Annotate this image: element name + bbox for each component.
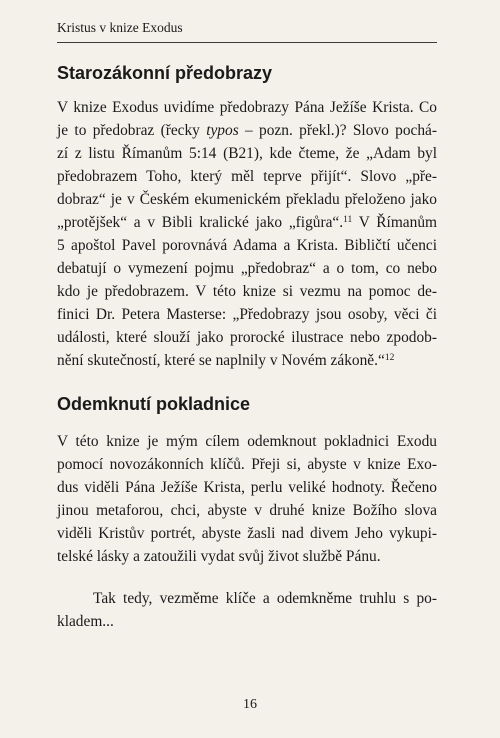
body-line: V této knize je mým cílem odemknout pokladnici Exodu	[57, 433, 437, 450]
closing-line: Tak tedy, vezměme klíče a odemkněme truhlu s po-	[93, 590, 437, 607]
body-line: V knize Exodus uvidíme předobrazy Pána Ježíše Krista. Co	[57, 99, 437, 116]
header-rule	[57, 42, 437, 43]
body-line: telské lásky a zatoužili vydat svůj život službě Pánu.	[57, 548, 381, 565]
body-line: kdo je předobrazem. V této knize si vezmu na pomoc de-	[57, 283, 437, 300]
body-line: finici Dr. Petera Masterse: „Předobrazy jsou osoby, věci či	[57, 306, 437, 323]
page-number: 16	[243, 697, 257, 712]
body-line: nění skutečností, které se naplnily v Novém zákoně.“$^{12}$	[57, 352, 395, 369]
body-line: dus viděli Pána Ježíše Krista, perlu veliké hodnoty. Řečeno	[57, 479, 437, 496]
body-line: zí z listu Římanům 5:14 (B21), kde čteme, že „Adam byl	[57, 145, 437, 162]
section-heading-predobrazy: Starozákonní předobrazy	[57, 63, 273, 83]
body-line: debatují o vymezení pojmu „předobraz“ a o tom, co nebo	[57, 260, 437, 277]
body-line: viděli Kristův portrét, abyste žasli nad divem Jeho vykupi-	[57, 525, 437, 542]
running-head: Kristus v knize Exodus	[57, 20, 183, 35]
body-line: 5 apoštol Pavel porovnává Adama a Krista. Bibličtí učenci	[57, 237, 437, 254]
body-line: jinou metaforou, chci, abyste v druhé knize Božího slova	[57, 502, 437, 519]
body-line: události, které slouží jako prorocké ilustrace nebo zpodob-	[57, 329, 437, 346]
body-line: „protějšek“ a v Bibli kralické jako „figůra“.$^{11}$ V Římanům	[57, 214, 437, 231]
section-heading-pokladnice: Odemknutí pokladnice	[57, 394, 251, 414]
body-line: pomocí novozákonních klíčů. Přeji si, abyste v knize Exo-	[57, 456, 437, 473]
greek-term: typos	[206, 122, 239, 139]
footnote-marker: 12	[384, 353, 395, 363]
body-line: dobraz“ je v Českém ekumenickém překladu přeloženo jako	[57, 191, 437, 208]
body-line: je to předobraz (řecky typos – pozn. překl.)? Slovo pochá-	[57, 122, 437, 139]
body-line: předobrazem Toho, který měl teprve přijít“. Slovo „pře-	[57, 168, 437, 185]
closing-line: kladem...	[57, 613, 114, 630]
footnote-marker: 11	[343, 215, 353, 225]
